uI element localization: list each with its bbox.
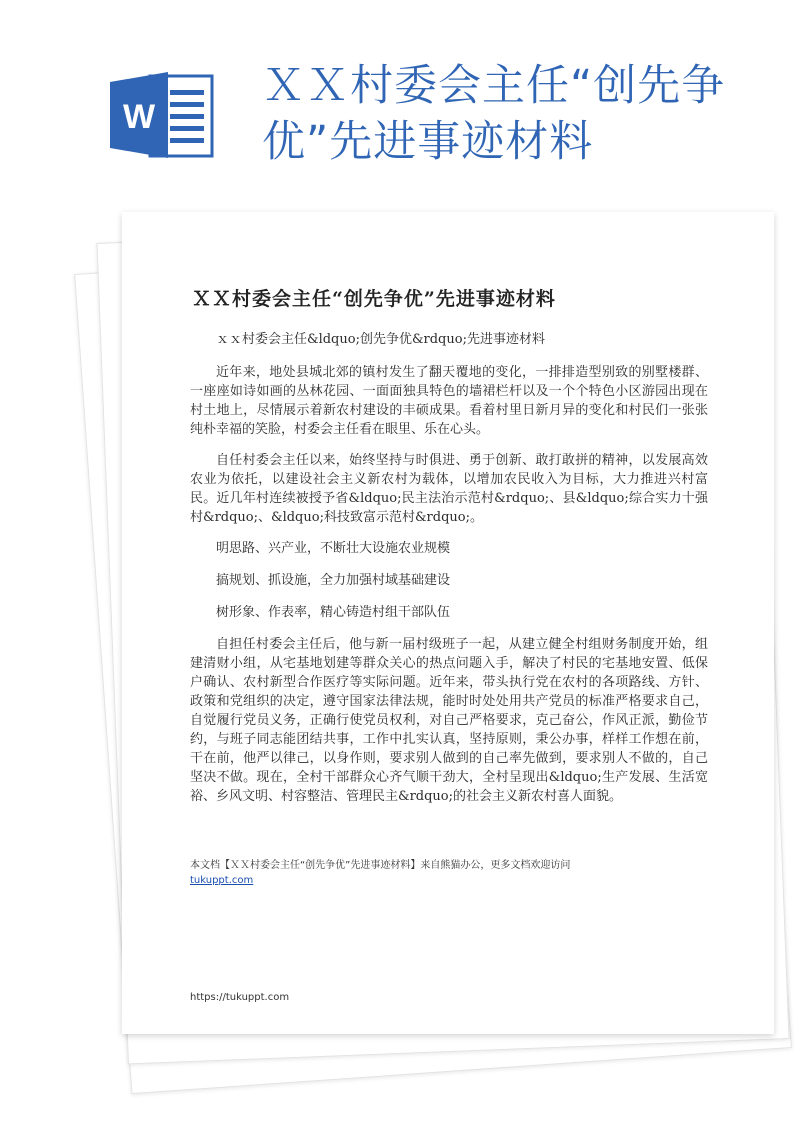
header-title: ＸＸ村委会主任“创先争优”先进事迹材料 (262, 61, 726, 167)
paragraph: 自担任村委会主任后，他与新一届村级班子一起，从建立健全村组财务制度开始，组建清财小组，从宅基地划建等群众关心的热点问题入手，解决了村民的宅基地安置、低保户确认、农村新型合作医疗等实际问题。近年来，带头执行党在农村的各项路线、方针、政策和党组织的决定，遵守国家法律法规，能时时处处用共产党员的标准严格要求自己，自觉履行党员义务，正确行使党员权利，对自己严格要求，克己奋公，作风正派，勤俭节约，与班子同志能团结共事，工作中扎实认真，坚持原则，秉公办事，样样工作想在前，干在前，他严以律己，以身作则，要求别人做到的自己率先做到，要求别人不做的，自己坚决不做。现在，全村干部群众心齐气顺干劲大，全村呈现出&ldquo;生产发展、生活宽裕、乡风文明、村容整洁、管理民主&rdquo;的社会主义新农村喜人面貌。 (190, 637, 708, 804)
source-link[interactable]: tukuppt.com (190, 875, 254, 886)
source-note-text: 本文档【ＸＸ村委会主任“创先争优”先进事迹材料】来自熊猫办公，更多文档欢迎访问 (190, 860, 571, 871)
section-heading: 明思路、兴产业，不断壮大设施农业规模 (216, 541, 451, 556)
section-heading: 搞规划、抓设施，全力加强村域基础建设 (216, 573, 451, 588)
document-title: ＸＸ村委会主任“创先争优”先进事迹材料 (192, 288, 556, 310)
document-body (190, 330, 708, 818)
page-footer-url: https://tukuppt.com (190, 992, 290, 1003)
section-heading: 树形象、作表率，精心铸造村组干部队伍 (216, 605, 451, 620)
logo-letter: W (122, 98, 156, 136)
banner-header (0, 0, 800, 200)
document-page (122, 212, 774, 1034)
paragraph: 近年来，地处县城北郊的镇村发生了翻天覆地的变化，一排排造型别致的别墅楼群、一座座如诗如画的丛林花园、一面面独具特色的墙裙栏杆以及一个个特色小区游园出现在村土地上，尽情展示着新农村建设的丰硕成果。看着村里日新月异的变化和村民们一张张纯朴幸福的笑脸，村委会主任看在眼里、乐在心头。 (190, 365, 708, 437)
paragraph: 自任村委会主任以来，始终坚持与时俱进、勇于创新、敢打敢拼的精神，以发展高效农业为依托，以建设社会主义新农村为载体，以增加农民收入为目标，大力推进兴村富民。近几年村连续被授予省&ldquo;民主法治示范村&rdquo;、县&ldquo;综合实力十强村&rdquo;、&ldquo;科技致富示范村&rdquo;。 (190, 453, 708, 525)
source-note (190, 858, 710, 888)
document-subtitle: ｘｘ村委会主任&ldquo;创先争优&rdquo;先进事迹材料 (216, 332, 545, 347)
word-document-icon (110, 70, 216, 160)
